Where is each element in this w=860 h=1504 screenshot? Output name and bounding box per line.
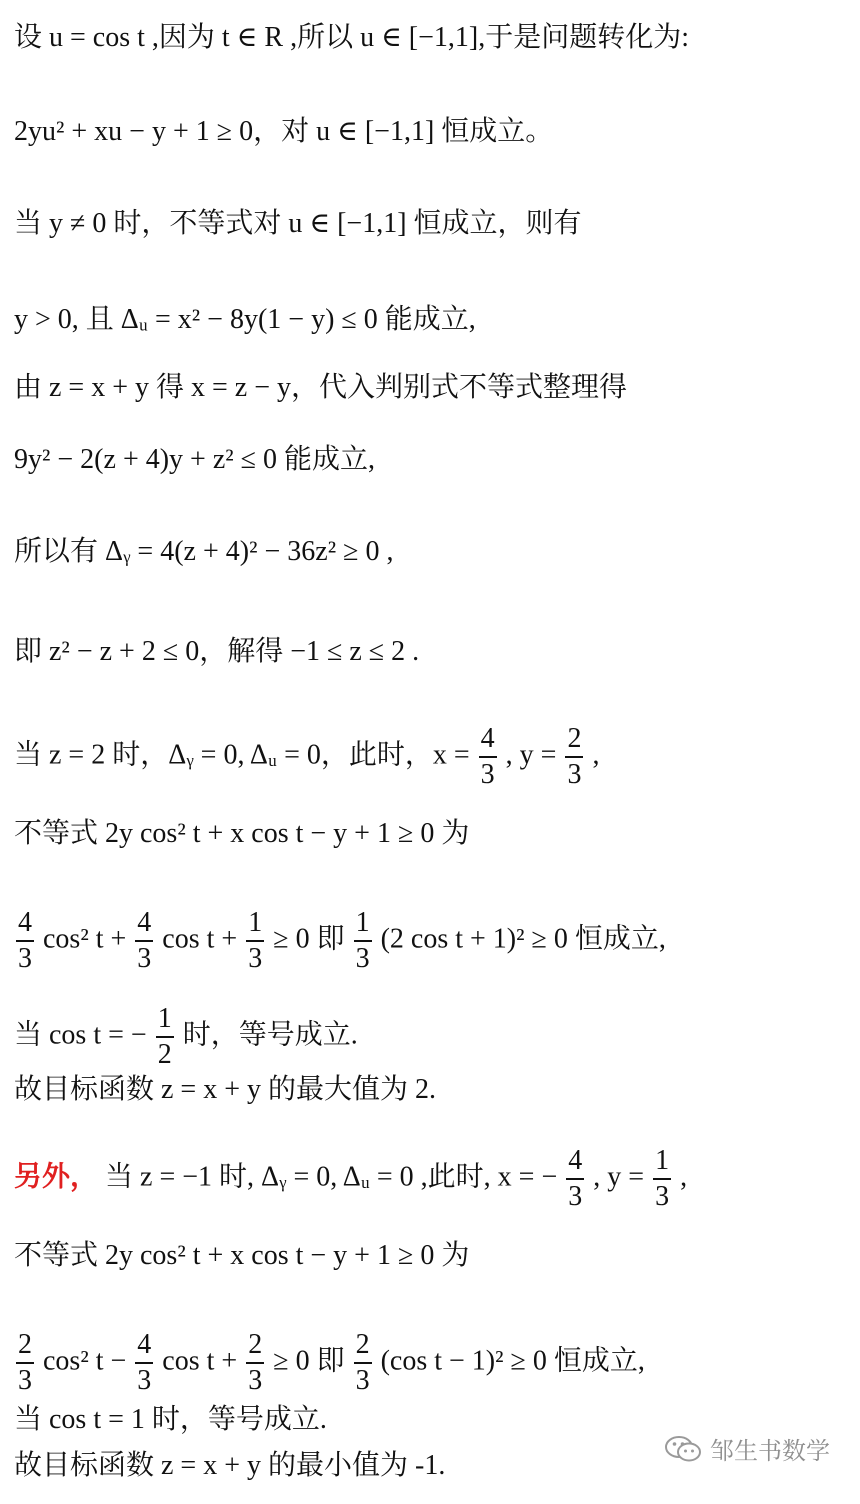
text-line-11 [14, 906, 666, 974]
frac-den: 2 [157, 1039, 172, 1070]
text-line-8: 即 z² − z + 2 ≤ 0，解得 −1 ≤ z ≤ 2 . [14, 636, 420, 667]
text-line-12 [14, 1002, 358, 1070]
fraction-4-3 [566, 1144, 584, 1214]
frac-den: 3 [248, 1365, 263, 1396]
text-line-9 [14, 722, 600, 790]
frac-den: 3 [567, 759, 582, 790]
text-line-3: 当 y ≠ 0 时，不等式对 u ∈ [−1,1] 恒成立，则有 [14, 208, 582, 239]
text-line-10: 不等式 2y cos² t + x cos t − y + 1 ≥ 0 为 [14, 818, 470, 849]
line-16-part-b: cos t + [162, 1345, 245, 1377]
frac-num: 4 [479, 722, 497, 758]
text-line-4: y > 0, 且 Δᵤ = x² − 8y(1 − y) ≤ 0 能成立, [14, 304, 476, 335]
frac-den: 3 [480, 759, 495, 790]
text-line-14 [14, 1144, 688, 1212]
text-line-16 [14, 1328, 645, 1396]
frac-num: 4 [566, 1144, 584, 1180]
frac-den: 3 [355, 943, 370, 974]
frac-num: 1 [156, 1002, 174, 1038]
text-line-1: 设 u = cos t ,因为 t ∈ R ,所以 u ∈ [−1,1],于是问题转化为: [14, 22, 690, 53]
line-12-part-a: 当 cos t = − [14, 1019, 147, 1051]
frac-den: 3 [655, 1181, 670, 1212]
fraction-4-3 [135, 906, 153, 976]
fraction-4-3 [479, 722, 497, 792]
line-14-part-a: 当 z = −1 时, Δᵧ = 0, Δᵤ = 0 ,此时, x = − [105, 1161, 558, 1193]
frac-num: 2 [246, 1328, 264, 1364]
frac-num: 1 [354, 906, 372, 942]
line-11-part-b: cos t + [162, 923, 245, 955]
frac-num: 4 [16, 906, 34, 942]
wechat-icon [664, 1434, 702, 1464]
line-16-part-c: ≥ 0 即 [273, 1345, 352, 1377]
fraction-1-3 [653, 1144, 671, 1214]
frac-num: 1 [246, 906, 264, 942]
frac-num: 2 [16, 1328, 34, 1364]
text-line-7: 所以有 Δᵧ = 4(z + 4)² − 36z² ≥ 0 , [14, 536, 394, 567]
line-16-part-a: cos² t − [43, 1345, 134, 1377]
text-line-6: 9y² − 2(z + 4)y + z² ≤ 0 能成立, [14, 444, 376, 475]
line-14-part-c: , [680, 1161, 688, 1193]
fraction-2-3 [16, 1328, 34, 1398]
fraction-2-3 [354, 1328, 372, 1398]
text-line-17: 当 cos t = 1 时，等号成立. [14, 1404, 327, 1435]
fraction-2-3 [565, 722, 583, 792]
highlight-label: 另外， [14, 1159, 99, 1193]
frac-den: 3 [568, 1181, 583, 1212]
line-11-part-c: ≥ 0 即 [273, 923, 352, 955]
frac-den: 3 [137, 1365, 152, 1396]
fraction-1-2 [156, 1002, 174, 1072]
fraction-4-3 [16, 906, 34, 976]
frac-den: 3 [137, 943, 152, 974]
fraction-1-3 [354, 906, 372, 976]
text-line-2: 2yu² + xu − y + 1 ≥ 0，对 u ∈ [−1,1] 恒成立。 [14, 116, 554, 147]
line-9-part-a: 当 z = 2 时，Δᵧ = 0, Δᵤ = 0，此时，x = [14, 739, 477, 771]
line-9-part-c: , [592, 739, 600, 771]
watermark-text: 邹生书数学 [710, 1437, 830, 1465]
frac-num: 4 [135, 1328, 153, 1364]
text-line-5: 由 z = x + y 得 x = z − y，代入判别式不等式整理得 [14, 372, 628, 403]
fraction-1-3 [246, 906, 264, 976]
line-11-part-a: cos² t + [43, 923, 134, 955]
frac-den: 3 [18, 1365, 32, 1396]
frac-num: 2 [354, 1328, 372, 1364]
frac-num: 4 [135, 906, 153, 942]
line-12-part-b: 时，等号成立. [182, 1019, 358, 1051]
frac-den: 3 [18, 943, 32, 974]
frac-num: 1 [653, 1144, 671, 1180]
text-line-18: 故目标函数 z = x + y 的最小值为 -1. [14, 1450, 446, 1481]
fraction-4-3 [135, 1328, 153, 1398]
line-14-part-b: , y = [593, 1161, 652, 1193]
fraction-2-3 [246, 1328, 264, 1398]
frac-num: 2 [565, 722, 583, 758]
frac-den: 3 [355, 1365, 370, 1396]
text-line-13: 故目标函数 z = x + y 的最大值为 2. [14, 1074, 437, 1105]
line-9-part-b: , y = [505, 739, 564, 771]
text-line-15: 不等式 2y cos² t + x cos t − y + 1 ≥ 0 为 [14, 1240, 470, 1271]
line-11-part-d: (2 cos t + 1)² ≥ 0 恒成立, [380, 923, 666, 955]
frac-den: 3 [248, 943, 263, 974]
line-16-part-d: (cos t − 1)² ≥ 0 恒成立, [380, 1345, 645, 1377]
watermark [664, 1431, 830, 1466]
